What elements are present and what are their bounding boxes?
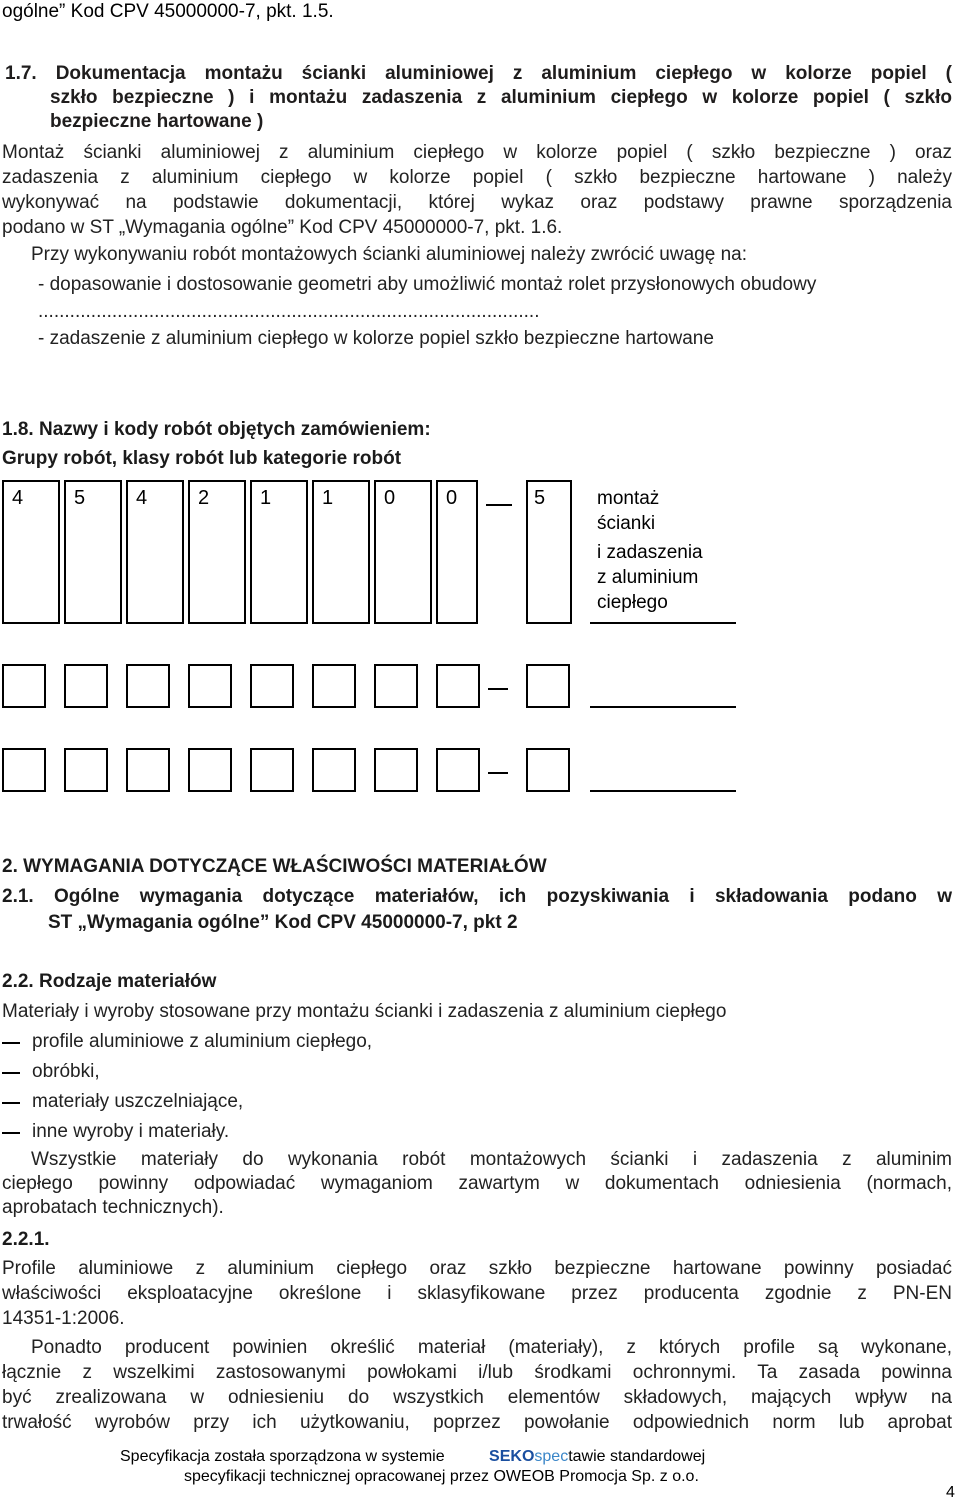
empty-row-dash <box>488 688 508 690</box>
section-2-2-intro: Materiały i wyroby stosowane przy montażu ścianki i zadaszenia z aluminium ciepłego <box>2 1001 727 1022</box>
list-bullet <box>2 1072 20 1074</box>
section-2-1-line2: ST „Wymagania ogólne” Kod CPV 45000000-7, pkt 2 <box>48 912 518 933</box>
section-1-7-para-line4: podano w ST „Wymagania ogólne” Kod CPV 45000000-7, pkt. 1.6. <box>2 217 563 238</box>
section-1-8-subheading: Grupy robót, klasy robót lub kategorie robót <box>2 448 402 469</box>
section-2-2-1-para2-line3: być zrealizowana w odniesieniu do wszystkich elementów składowych, mających wpływ na <box>2 1387 952 1408</box>
footer-brand-spec: spec <box>534 1448 569 1465</box>
code-digit-2: 5 <box>74 487 86 509</box>
footer-text-a: Specyfikacja została sporządzona w systemie <box>120 1448 445 1465</box>
section-2-2-1-para1-line3: 14351-1:2006. <box>2 1308 125 1329</box>
section-2-2-1-para2-line4: trwałość wyrobów przy ich użytkowaniu, poprzez powołanie odpowiednich norm lub aprobat <box>2 1412 952 1433</box>
empty-box <box>436 664 480 708</box>
section-2-2-1-heading: 2.2.1. <box>2 1229 50 1250</box>
empty-box <box>126 664 170 708</box>
list-bullet <box>2 1102 20 1104</box>
list-item: profile aluminiowe z aluminium ciepłego, <box>32 1031 373 1052</box>
empty-box <box>64 748 108 792</box>
section-2-1-line1: 2.1. Ogólne wymagania dotyczące materiałów, ich pozyskiwania i składowania podano w <box>2 886 952 907</box>
section-2-2-heading: 2.2. Rodzaje materiałów <box>2 971 217 992</box>
section-1-7-item-dots: ............................................................................................... <box>38 301 540 322</box>
footer-brand-seko: SEKO <box>489 1448 535 1465</box>
section-1-7-item-1: - dopasowanie i dostosowanie geometri aby umożliwić montaż rolet przysłonowych obudowy <box>38 274 817 295</box>
code-digit-box-2 <box>64 480 122 624</box>
code-digit-3: 4 <box>136 487 148 509</box>
code-digit-8: 0 <box>446 487 458 509</box>
empty-box <box>2 748 46 792</box>
empty-box <box>374 748 418 792</box>
code-digit-6: 1 <box>322 487 334 509</box>
section-2-2-1-para1-line1: Profile aluminiowe z aluminium ciepłego oraz szkło bezpieczne hartowane powinny posiadać <box>2 1258 952 1279</box>
empty-box <box>312 748 356 792</box>
code-desc-5: ciepłego <box>597 592 668 613</box>
code-digit-7: 0 <box>384 487 396 509</box>
empty-row-underline <box>590 706 736 708</box>
section-2-2-1-para2-line1: Ponadto producent powinien określić materiał (materiały), z których profile są wykonane, <box>31 1337 952 1358</box>
section-1-7-heading-line1: 1.7. Dokumentacja montażu ścianki aluminiowej z aluminium ciepłego w kolorze popiel ( <box>5 63 952 84</box>
code-digit-box-8 <box>436 480 478 624</box>
code-digit-box-7 <box>374 480 432 624</box>
section-1-7-heading-line3: bezpieczne hartowane ) <box>50 111 264 132</box>
code-digit-box-1 <box>2 480 60 624</box>
code-digit-1: 4 <box>12 487 24 509</box>
code-digit-box-5 <box>250 480 308 624</box>
code-desc-4: z aluminium <box>597 567 699 588</box>
section-1-7-heading-line2: szkło bezpieczne ) i montażu zadaszenia z aluminium ciepłego w kolorze popiel ( szkło <box>50 87 952 108</box>
empty-box <box>126 748 170 792</box>
page-number: 4 <box>946 1484 955 1501</box>
empty-box <box>2 664 46 708</box>
section-2-heading: 2. WYMAGANIA DOTYCZĄCE WŁAŚCIWOŚCI MATERIAŁÓW <box>2 856 547 877</box>
code-digit-box-3 <box>126 480 184 624</box>
code-digit-5: 1 <box>260 487 272 509</box>
empty-box <box>526 748 570 792</box>
section-2-2-para-line2: ciepłego powinny odpowiadać wymaganiom zawartym w dokumentach odniesienia (normach, <box>2 1173 952 1194</box>
empty-box <box>436 748 480 792</box>
section-2-2-1-para1-line2: właściwości eksploatacyjne określone i sklasyfikowane przez producenta zgodnie z PN-EN <box>2 1283 952 1304</box>
code-suffix: 5 <box>534 487 546 509</box>
empty-box <box>374 664 418 708</box>
code-dash <box>486 504 512 506</box>
empty-box <box>64 664 108 708</box>
footer-text-b: tawie standardowej <box>568 1448 706 1465</box>
code-digit-4: 2 <box>198 487 210 509</box>
list-item: obróbki, <box>32 1061 100 1082</box>
code-desc-1: montaż <box>597 488 660 509</box>
section-1-8-heading: 1.8. Nazwy i kody robót objętych zamówieniem: <box>2 419 431 440</box>
top-line: ogólne” Kod CPV 45000000-7, pkt. 1.5. <box>2 1 334 22</box>
list-item: inne wyroby i materiały. <box>32 1121 230 1142</box>
empty-box <box>188 748 232 792</box>
empty-box <box>250 664 294 708</box>
empty-box <box>526 664 570 708</box>
section-1-7-para-line2: zadaszenia z aluminium ciepłego w kolorze popiel ( szkło bezpieczne hartowane ) należy <box>2 167 952 188</box>
code-desc-underline <box>590 622 736 624</box>
code-desc-3: i zadaszenia <box>597 542 703 563</box>
empty-box <box>250 748 294 792</box>
list-item: materiały uszczelniające, <box>32 1091 244 1112</box>
code-suffix-box <box>526 480 572 624</box>
empty-box <box>312 664 356 708</box>
code-digit-box-6 <box>312 480 370 624</box>
section-2-2-para-line3: aprobatach technicznych). <box>2 1197 224 1218</box>
footer-line-1 <box>120 1447 705 1467</box>
footer-line-2: specyfikacji technicznej opracowanej przez OWEOB Promocja Sp. z o.o. <box>184 1468 699 1485</box>
section-1-7-item-2: - zadaszenie z aluminium ciepłego w kolorze popiel szkło bezpieczne hartowane <box>38 328 714 349</box>
list-bullet <box>2 1042 20 1044</box>
empty-row-underline <box>590 790 736 792</box>
section-2-2-para-line1: Wszystkie materiały do wykonania robót montażowych ścianki i zadaszenia z aluminim <box>31 1149 952 1170</box>
section-1-7-note: Przy wykonywaniu robót montażowych ścianki aluminiowej należy zwrócić uwagę na: <box>31 244 747 265</box>
list-bullet <box>2 1132 20 1134</box>
empty-box <box>188 664 232 708</box>
code-desc-2: ścianki <box>597 513 656 534</box>
section-1-7-para-line3: wykonywać na podstawie dokumentacji, której wykaz oraz podstawy prawne sporządzenia <box>2 192 952 213</box>
code-digit-box-4 <box>188 480 246 624</box>
section-2-2-1-para2-line2: łącznie z wszelkimi zastosowanymi powłokami i/lub środkami ochronnymi. Ta zasada powinna <box>2 1362 952 1383</box>
empty-row-dash <box>488 772 508 774</box>
section-1-7-para-line1: Montaż ścianki aluminiowej z aluminium ciepłego w kolorze popiel ( szkło bezpieczne ) oraz <box>2 142 952 163</box>
